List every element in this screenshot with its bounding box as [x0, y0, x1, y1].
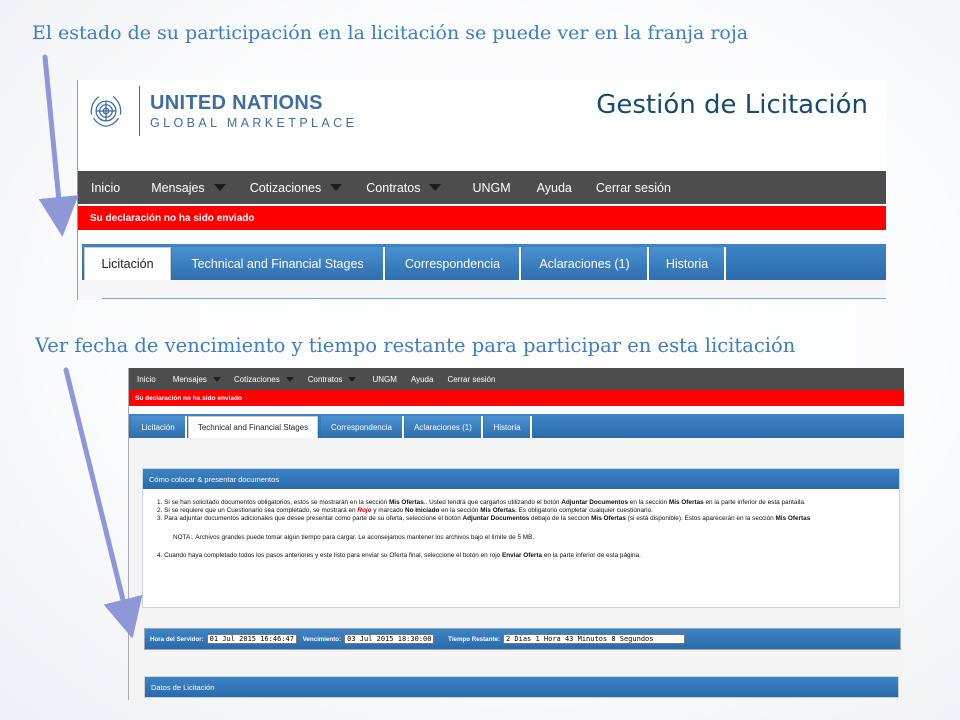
site-header	[78, 80, 886, 170]
tab-licitacion[interactable]: Licitación	[84, 247, 171, 280]
nav-label: Cerrar sesión	[447, 374, 496, 384]
status-bar: Su declaración no ha sido enviado	[129, 390, 904, 406]
deadline-bar	[144, 628, 901, 650]
nav-label: Contratos	[307, 374, 343, 384]
nav-cerrar-sesion[interactable]	[447, 375, 495, 384]
instruction-text: 4. Cuando haya completado todos los pasos anteriores y este listo para enviar su Oferta final, seleccione el botón en rojo	[157, 551, 502, 559]
nav-label: Mensajes	[172, 374, 207, 384]
tab-technical-financial[interactable]: Technical and Financial Stages	[172, 247, 385, 280]
nav-label: Contratos	[366, 180, 421, 195]
instruction-bold: Mis Ofertas	[668, 499, 704, 506]
caret-down-icon[interactable]	[348, 377, 356, 382]
instruction-item	[157, 507, 892, 515]
content-border	[102, 298, 886, 299]
instruction-bold: Mis Ofertas	[591, 515, 626, 523]
nav-label: UNGM	[372, 374, 397, 384]
nav-label: Inicio	[137, 374, 156, 384]
instruction-text: 2. Si se requiere que un Cuestionario sea completado, se mostrará en	[157, 507, 358, 515]
instruction-text: .. Usted tendrá que cargarlos utilizando el botón	[423, 499, 562, 506]
instruction-bold: Mis Ofertas	[388, 499, 424, 506]
nav-mensajes[interactable]	[173, 375, 221, 384]
nav-label: Cotizaciones	[233, 374, 280, 384]
nav-ungm[interactable]	[372, 375, 396, 384]
content-area	[78, 280, 886, 300]
tab-correspondencia[interactable]: Correspondencia	[386, 247, 521, 280]
main-nav-small	[129, 368, 904, 390]
nav-ayuda[interactable]	[411, 375, 434, 384]
nav-cotizaciones[interactable]	[234, 375, 294, 384]
caption-status-bar: El estado de su participación en la licitación se puede ver en la franja roja	[32, 22, 749, 44]
instruction-text: en la sección	[628, 499, 669, 506]
instruction-text: en la parte inferior de esta pantalla.	[703, 499, 806, 506]
instructions-list	[157, 499, 892, 560]
logo-subtitle: GLOBAL MARKETPLACE	[150, 116, 358, 130]
instruction-text: debajo de la seccion	[529, 515, 592, 523]
nav-label: Cerrar sesión	[595, 180, 671, 195]
caret-down-icon[interactable]	[214, 184, 226, 191]
instruction-item	[157, 515, 892, 523]
instruction-bold: Enviar Oferta	[501, 551, 543, 559]
un-emblem-icon	[88, 93, 124, 129]
time-remaining-field: 2 Días 1 Hora 43 Minutos 8 Segundos	[503, 634, 685, 644]
nav-ayuda[interactable]	[537, 181, 572, 195]
instruction-text: en la sección	[439, 507, 481, 515]
tab-technical-financial[interactable]: Technical and Financial Stages	[188, 416, 318, 438]
screenshot-panel-top	[77, 80, 886, 300]
due-date-field: 03 Jul 2015 18:30:00	[344, 634, 434, 644]
nav-label: Inicio	[91, 180, 121, 195]
screenshot-panel-bottom	[128, 368, 904, 700]
instructions-box	[142, 468, 900, 608]
main-nav	[78, 171, 886, 204]
nav-ungm[interactable]	[472, 181, 510, 195]
nav-cerrar-sesion[interactable]	[596, 181, 671, 195]
instruction-text: 3. Para adjuntar documentos adicionales que desee presentar como parte de su oferta, seleccione el botón	[157, 515, 463, 523]
instruction-bold: Adjuntar Documentos	[561, 499, 629, 506]
tab-bar	[78, 238, 886, 280]
nav-contratos[interactable]	[366, 181, 441, 195]
nav-cotizaciones[interactable]	[250, 181, 343, 195]
nav-mensajes[interactable]	[151, 181, 226, 195]
instruction-text: en la parte inferior de esta página.	[542, 551, 641, 559]
nav-label: UNGM	[472, 180, 511, 195]
instruction-note	[157, 534, 892, 542]
instruction-red-text: Rojo	[357, 507, 372, 515]
nav-label: Ayuda	[536, 180, 572, 195]
nav-inicio[interactable]	[91, 181, 120, 195]
instruction-bold: Mis Ofertas	[480, 507, 516, 515]
time-remaining-label: Tiempo Restante:	[448, 635, 500, 643]
instruction-item	[157, 552, 892, 560]
instruction-text: (si está disponible). Estos aparecerán en la sección	[625, 515, 776, 523]
nav-inicio[interactable]	[137, 375, 156, 384]
instruction-text: . Es obligatorio completar cualquier cuestionario.	[515, 507, 653, 515]
tab-historia[interactable]: Historia	[484, 416, 532, 438]
tab-historia[interactable]: Historia	[650, 247, 726, 280]
instructions-title: Cómo colocar & presentar documentos	[143, 469, 899, 489]
instruction-text: y marcado	[371, 507, 405, 515]
page-title: Gestión de Licitación	[596, 90, 868, 120]
datos-licitacion-header[interactable]: Datos de Licitación	[144, 676, 899, 698]
caret-down-icon[interactable]	[429, 184, 441, 191]
instruction-bold: Adjuntar Documentos	[462, 515, 530, 523]
caret-down-icon[interactable]	[286, 377, 294, 382]
arrow-icon	[66, 370, 129, 624]
server-time-label: Hora del Servidor:	[150, 635, 204, 643]
nav-label: Cotizaciones	[249, 180, 322, 195]
arrow-icon	[45, 57, 61, 222]
note-text: NOTA:. Archivos grandes puede tomar algún tiempo para cargar. Le aconsejamos mantener los archivos bajo el límite de 5 MB.	[173, 533, 535, 541]
tab-correspondencia[interactable]: Correspondencia	[321, 416, 404, 438]
instruction-item	[157, 499, 892, 507]
instruction-text: 1. Si se han solicitado documentos obligatorios, estos se mostrarán en la sección	[157, 499, 389, 506]
caret-down-icon[interactable]	[213, 377, 221, 382]
status-bar: Su declaración no ha sido enviado	[78, 206, 886, 230]
nav-label: Ayuda	[410, 374, 434, 384]
tab-licitacion[interactable]: Licitación	[131, 416, 187, 438]
server-time-field: 01 Jul 2015 16:46:47	[207, 634, 297, 644]
nav-contratos[interactable]	[308, 375, 357, 384]
instruction-bold: No Iniciado	[404, 507, 440, 515]
nav-label: Mensajes	[151, 180, 205, 195]
caret-down-icon[interactable]	[330, 184, 342, 191]
logo-divider	[139, 86, 140, 136]
due-date-label: Vencimiento:	[302, 635, 342, 643]
logo-title: UNITED NATIONS	[150, 92, 323, 114]
tab-aclaraciones[interactable]: Aclaraciones (1)	[405, 416, 483, 438]
caption-deadline: Ver fecha de vencimiento y tiempo restante para participar en esta licitación	[35, 334, 796, 357]
instruction-bold: Mis Ofertas	[775, 515, 811, 523]
tab-aclaraciones[interactable]: Aclaraciones (1)	[522, 247, 649, 280]
